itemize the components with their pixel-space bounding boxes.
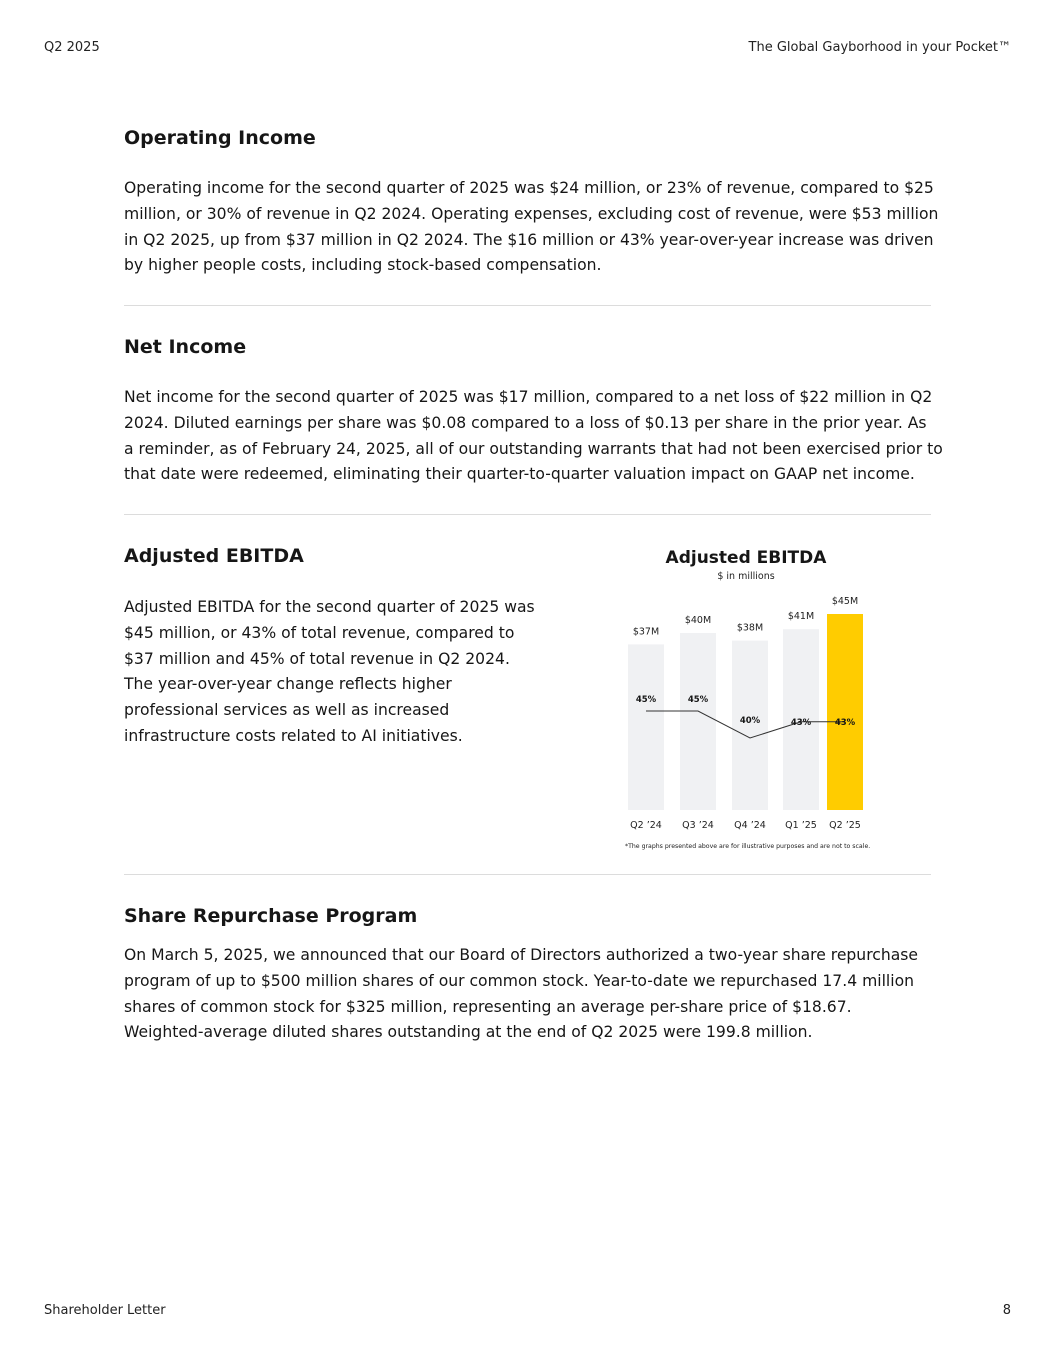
net-income-line: a reminder, as of February 24, 2025, all of our outstanding warrants that had not been exercised prior to (124, 439, 943, 458)
chart-bar (680, 633, 716, 810)
operating-income-line: million, or 30% of revenue in Q2 2024. Operating expenses, excluding cost of revenue, were $53 million (124, 204, 939, 223)
operating-income-line: by higher people costs, including stock-based compensation. (124, 256, 602, 275)
chart-footnote: *The graphs presented above are for illustrative purposes and are not to scale. (625, 843, 871, 850)
page-number: 8 (1002, 1303, 1011, 1318)
operating-income-line: in Q2 2025, up from $37 million in Q2 2024. The $16 million or 43% year-over-year increase was driven (124, 230, 934, 249)
net-income-line: 2024. Diluted earnings per share was $0.08 compared to a loss of $0.13 per share in the prior year. As (124, 413, 927, 432)
net-income-paragraph (124, 385, 943, 488)
chart-value-label: $40M (684, 615, 712, 626)
adjusted-ebitda-line: infrastructure costs related to AI initiatives. (124, 726, 463, 745)
net-income-line: that date were redeemed, eliminating their quarter-to-quarter valuation impact on GAAP net income. (124, 465, 915, 484)
share-repurchase-line: program of up to $500 million shares of our common stock. Year-to-date we repurchased 17.4 million (124, 971, 915, 990)
chart-bar (628, 644, 664, 810)
chart-margin-label: 43% (790, 717, 812, 728)
header-period: Q2 2025 (44, 40, 100, 55)
chart-value-label: $37M (632, 626, 660, 638)
chart-value-label: $41M (787, 611, 815, 623)
section-divider (124, 305, 931, 306)
share-repurchase-title: Share Repurchase Program (124, 905, 418, 927)
chart-bar (827, 614, 863, 810)
adjusted-ebitda-paragraph (124, 595, 535, 750)
chart-margin-label: 45% (687, 695, 709, 705)
operating-income-title: Operating Income (124, 127, 316, 149)
chart-category-label: Q2 ’24 (630, 820, 662, 831)
chart-bars (628, 614, 863, 810)
chart-margin-label: 45% (635, 695, 657, 705)
section-divider (124, 874, 931, 875)
chart-category-label: Q1 ’25 (785, 820, 817, 831)
adjusted-ebitda-line: The year-over-year change reflects higher (124, 675, 452, 694)
chart-category-label: Q4 ’24 (734, 820, 766, 831)
share-repurchase-line: Weighted-average diluted shares outstanding at the end of Q2 2025 were 199.8 million. (124, 1023, 813, 1042)
chart-title: Adjusted EBITDA (665, 548, 827, 568)
adjusted-ebitda-line: Adjusted EBITDA for the second quarter of 2025 was (124, 598, 535, 616)
chart-svg (614, 540, 884, 860)
chart-margin-label: 43% (834, 717, 856, 728)
operating-income-paragraph (124, 176, 938, 279)
operating-income-line: Operating income for the second quarter of 2025 was $24 million, or 23% of revenue, compared to $25 (124, 179, 934, 197)
adjusted-ebitda-line: $45 million, or 43% of total revenue, compared to (124, 623, 515, 642)
section-divider (124, 514, 931, 515)
net-income-line: Net income for the second quarter of 2025 was $17 million, compared to a net loss of $22 million in Q2 (124, 388, 933, 406)
adjusted-ebitda-line: professional services as well as increased (124, 701, 450, 720)
share-repurchase-line: On March 5, 2025, we announced that our Board of Directors authorized a two-year share repurchase (124, 946, 918, 964)
footer-document-name: Shareholder Letter (44, 1303, 166, 1318)
header-tagline: The Global Gayborhood in your Pocket™ (748, 40, 1011, 55)
share-repurchase-line: shares of common stock for $325 million, representing an average per-share price of $18.67. (124, 997, 852, 1016)
share-repurchase-paragraph (124, 943, 918, 1046)
adjusted-ebitda-title: Adjusted EBITDA (124, 545, 304, 567)
net-income-title: Net Income (124, 336, 247, 358)
chart-subtitle: $ in millions (717, 571, 775, 582)
chart-value-label: $45M (831, 596, 859, 607)
adjusted-ebitda-chart (614, 540, 884, 860)
adjusted-ebitda-line: $37 million and 45% of total revenue in Q2 2024. (124, 649, 510, 668)
chart-category-label: Q2 ’25 (829, 820, 861, 831)
chart-category-label: Q3 ’24 (682, 820, 714, 831)
chart-margin-label: 40% (739, 716, 761, 726)
chart-value-label: $38M (736, 622, 764, 634)
